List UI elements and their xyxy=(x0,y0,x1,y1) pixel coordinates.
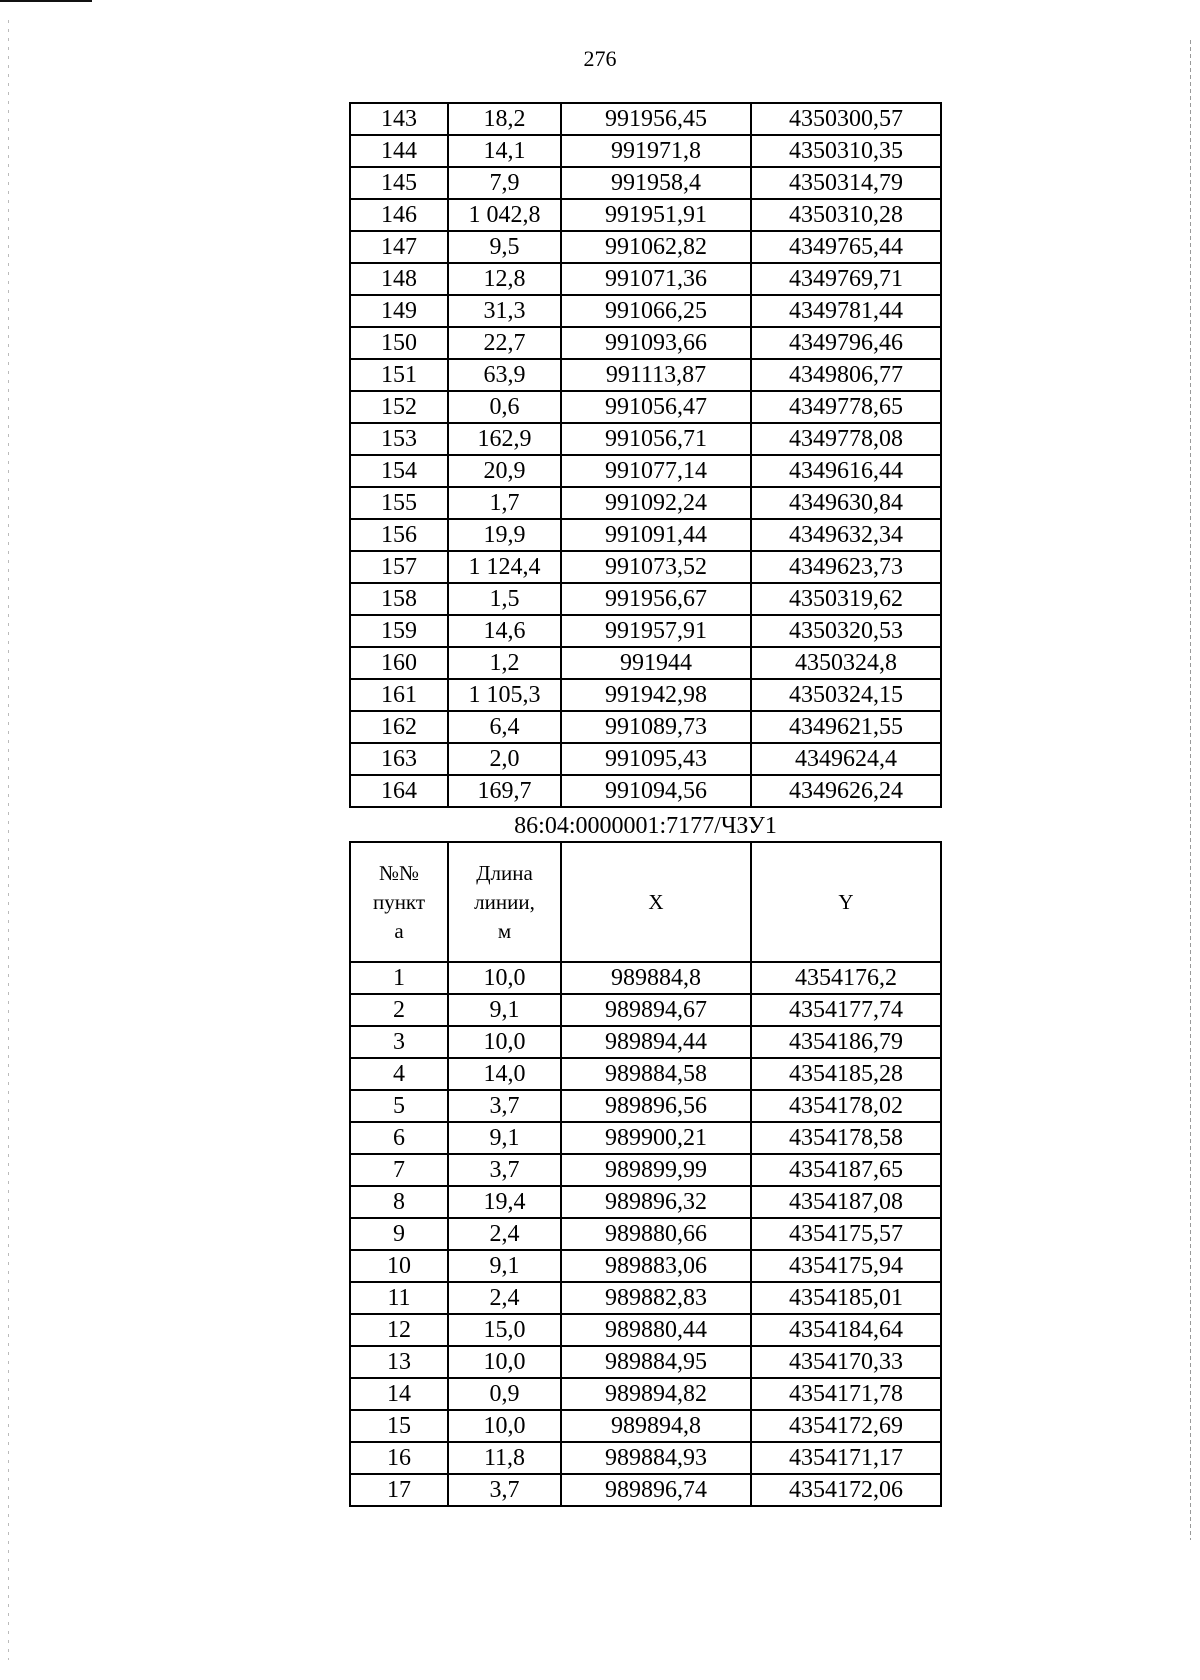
cell-x: 991956,45 xyxy=(561,103,751,135)
cell-point-number: 3 xyxy=(350,1026,448,1058)
cell-point-number: 5 xyxy=(350,1090,448,1122)
cell-line-length: 14,1 xyxy=(448,135,561,167)
cell-point-number: 157 xyxy=(350,551,448,583)
cell-y: 4350324,8 xyxy=(751,647,941,679)
cell-line-length: 14,0 xyxy=(448,1058,561,1090)
cell-y: 4349624,4 xyxy=(751,743,941,775)
cell-x: 989896,32 xyxy=(561,1186,751,1218)
cell-y: 4354177,74 xyxy=(751,994,941,1026)
cell-point-number: 2 xyxy=(350,994,448,1026)
cell-line-length: 19,9 xyxy=(448,519,561,551)
cell-line-length: 15,0 xyxy=(448,1314,561,1346)
cell-y: 4349765,44 xyxy=(751,231,941,263)
cell-line-length: 162,9 xyxy=(448,423,561,455)
table-row xyxy=(350,615,941,647)
header-x: X xyxy=(561,842,751,962)
cell-x: 989884,8 xyxy=(561,962,751,994)
table-row xyxy=(350,423,941,455)
cell-line-length: 19,4 xyxy=(448,1186,561,1218)
cell-x: 991066,25 xyxy=(561,295,751,327)
cell-x: 989894,44 xyxy=(561,1026,751,1058)
cell-line-length: 6,4 xyxy=(448,711,561,743)
cell-y: 4354172,69 xyxy=(751,1410,941,1442)
table-row xyxy=(350,775,941,807)
cell-y: 4350314,79 xyxy=(751,167,941,199)
header-y: Y xyxy=(751,842,941,962)
table-row xyxy=(350,962,941,994)
cell-x: 989896,56 xyxy=(561,1090,751,1122)
cell-y: 4354187,08 xyxy=(751,1186,941,1218)
cell-line-length: 10,0 xyxy=(448,1410,561,1442)
header-length-line2: линии, xyxy=(474,889,535,914)
cell-y: 4350319,62 xyxy=(751,583,941,615)
header-line-length xyxy=(448,842,561,962)
section-title: 86:04:0000001:7177/ЧЗУ1 xyxy=(514,813,777,839)
coordinates-table xyxy=(349,841,942,1507)
table-row xyxy=(350,743,941,775)
cell-point-number: 162 xyxy=(350,711,448,743)
cell-y: 4354172,06 xyxy=(751,1474,941,1506)
cell-line-length: 9,1 xyxy=(448,994,561,1026)
cell-point-number: 150 xyxy=(350,327,448,359)
table-row xyxy=(350,199,941,231)
table-row xyxy=(350,1474,941,1506)
cell-y: 4350300,57 xyxy=(751,103,941,135)
cell-line-length: 169,7 xyxy=(448,775,561,807)
cell-y: 4349796,46 xyxy=(751,327,941,359)
table-row xyxy=(350,1218,941,1250)
cell-x: 991956,67 xyxy=(561,583,751,615)
cell-point-number: 146 xyxy=(350,199,448,231)
cell-x: 991071,36 xyxy=(561,263,751,295)
cell-line-length: 3,7 xyxy=(448,1090,561,1122)
cell-point-number: 145 xyxy=(350,167,448,199)
table-row xyxy=(350,167,941,199)
cell-y: 4350310,28 xyxy=(751,199,941,231)
cell-x: 989880,44 xyxy=(561,1314,751,1346)
cell-x: 991095,43 xyxy=(561,743,751,775)
cell-y: 4354187,65 xyxy=(751,1154,941,1186)
cell-x: 991113,87 xyxy=(561,359,751,391)
cell-x: 989880,66 xyxy=(561,1218,751,1250)
cell-x: 991094,56 xyxy=(561,775,751,807)
cell-line-length: 1,2 xyxy=(448,647,561,679)
cell-point-number: 10 xyxy=(350,1250,448,1282)
header-point-line3: а xyxy=(394,918,404,943)
cell-line-length: 9,1 xyxy=(448,1250,561,1282)
cell-point-number: 13 xyxy=(350,1346,448,1378)
cell-point-number: 14 xyxy=(350,1378,448,1410)
table-row xyxy=(350,1122,941,1154)
table-row xyxy=(350,551,941,583)
cell-y: 4354178,58 xyxy=(751,1122,941,1154)
header-point-line2: пункт xyxy=(372,889,426,914)
cell-y: 4354171,17 xyxy=(751,1442,941,1474)
cell-point-number: 163 xyxy=(350,743,448,775)
table-row xyxy=(350,994,941,1026)
cell-x: 991056,71 xyxy=(561,423,751,455)
cell-line-length: 20,9 xyxy=(448,455,561,487)
cell-y: 4354178,02 xyxy=(751,1090,941,1122)
coordinates-table-continued xyxy=(349,102,942,808)
cell-point-number: 1 xyxy=(350,962,448,994)
table-row xyxy=(350,1250,941,1282)
cell-point-number: 8 xyxy=(350,1186,448,1218)
table-row xyxy=(350,583,941,615)
cell-point-number: 4 xyxy=(350,1058,448,1090)
cell-point-number: 143 xyxy=(350,103,448,135)
cell-line-length: 2,4 xyxy=(448,1282,561,1314)
cell-point-number: 160 xyxy=(350,647,448,679)
cell-line-length: 7,9 xyxy=(448,167,561,199)
cell-x: 991091,44 xyxy=(561,519,751,551)
table-row xyxy=(350,295,941,327)
cell-y: 4349626,24 xyxy=(751,775,941,807)
table-row xyxy=(350,1282,941,1314)
table-row xyxy=(350,391,941,423)
cell-line-length: 3,7 xyxy=(448,1474,561,1506)
cell-y: 4354171,78 xyxy=(751,1378,941,1410)
cell-point-number: 6 xyxy=(350,1122,448,1154)
cell-x: 991957,91 xyxy=(561,615,751,647)
table-row xyxy=(350,1026,941,1058)
cell-line-length: 1,5 xyxy=(448,583,561,615)
cell-point-number: 153 xyxy=(350,423,448,455)
page-corner-mark xyxy=(0,0,92,2)
cell-point-number: 155 xyxy=(350,487,448,519)
cell-x: 991951,91 xyxy=(561,199,751,231)
table-row xyxy=(350,1186,941,1218)
cell-line-length: 10,0 xyxy=(448,962,561,994)
header-point-number xyxy=(350,842,448,962)
table-row xyxy=(350,1058,941,1090)
cell-line-length: 10,0 xyxy=(448,1346,561,1378)
cell-point-number: 12 xyxy=(350,1314,448,1346)
table-header-row xyxy=(350,842,941,962)
cell-y: 4354175,94 xyxy=(751,1250,941,1282)
cell-y: 4349778,08 xyxy=(751,423,941,455)
cell-x: 991077,14 xyxy=(561,455,751,487)
table-row xyxy=(350,455,941,487)
cell-line-length: 11,8 xyxy=(448,1442,561,1474)
cell-x: 989894,82 xyxy=(561,1378,751,1410)
table-row xyxy=(350,711,941,743)
cell-line-length: 1 042,8 xyxy=(448,199,561,231)
cell-x: 991093,66 xyxy=(561,327,751,359)
cell-x: 989884,95 xyxy=(561,1346,751,1378)
header-length-line3: м xyxy=(497,918,512,943)
table-row xyxy=(350,519,941,551)
cell-y: 4349616,44 xyxy=(751,455,941,487)
cell-x: 989900,21 xyxy=(561,1122,751,1154)
cell-x: 991971,8 xyxy=(561,135,751,167)
cell-x: 991958,4 xyxy=(561,167,751,199)
cell-line-length: 14,6 xyxy=(448,615,561,647)
cell-line-length: 22,7 xyxy=(448,327,561,359)
coordinates-table-body xyxy=(350,962,941,1506)
cell-x: 989882,83 xyxy=(561,1282,751,1314)
cell-x: 989883,06 xyxy=(561,1250,751,1282)
cell-x: 991942,98 xyxy=(561,679,751,711)
cell-y: 4349769,71 xyxy=(751,263,941,295)
cell-x: 989884,58 xyxy=(561,1058,751,1090)
cell-y: 4349630,84 xyxy=(751,487,941,519)
cell-y: 4349623,73 xyxy=(751,551,941,583)
cell-point-number: 158 xyxy=(350,583,448,615)
cell-line-length: 9,1 xyxy=(448,1122,561,1154)
cell-point-number: 156 xyxy=(350,519,448,551)
table-row xyxy=(350,1442,941,1474)
cell-x: 989884,93 xyxy=(561,1442,751,1474)
cell-x: 989896,74 xyxy=(561,1474,751,1506)
cell-point-number: 11 xyxy=(350,1282,448,1314)
cell-line-length: 9,5 xyxy=(448,231,561,263)
cell-y: 4354185,28 xyxy=(751,1058,941,1090)
cell-y: 4349806,77 xyxy=(751,359,941,391)
table-row xyxy=(350,1410,941,1442)
coordinates-table-continued-body xyxy=(350,103,941,807)
cell-x: 989894,8 xyxy=(561,1410,751,1442)
table-row xyxy=(350,1090,941,1122)
cell-x: 991073,52 xyxy=(561,551,751,583)
cell-line-length: 0,6 xyxy=(448,391,561,423)
cell-line-length: 2,0 xyxy=(448,743,561,775)
table-row xyxy=(350,135,941,167)
cell-y: 4354184,64 xyxy=(751,1314,941,1346)
cell-line-length: 2,4 xyxy=(448,1218,561,1250)
cell-line-length: 3,7 xyxy=(448,1154,561,1186)
table-row xyxy=(350,1314,941,1346)
scan-edge-left xyxy=(8,20,9,1660)
cell-line-length: 31,3 xyxy=(448,295,561,327)
cell-point-number: 7 xyxy=(350,1154,448,1186)
cell-y: 4349632,34 xyxy=(751,519,941,551)
table-row xyxy=(350,231,941,263)
cell-line-length: 1 124,4 xyxy=(448,551,561,583)
cell-point-number: 16 xyxy=(350,1442,448,1474)
table-row xyxy=(350,1378,941,1410)
cell-y: 4354186,79 xyxy=(751,1026,941,1058)
cell-y: 4350310,35 xyxy=(751,135,941,167)
table-row xyxy=(350,327,941,359)
cell-x: 991089,73 xyxy=(561,711,751,743)
cell-y: 4349781,44 xyxy=(751,295,941,327)
table-row xyxy=(350,647,941,679)
cell-y: 4350320,53 xyxy=(751,615,941,647)
cell-point-number: 164 xyxy=(350,775,448,807)
table-row xyxy=(350,1154,941,1186)
header-length-line1: Длина xyxy=(476,860,533,885)
scan-edge-right xyxy=(1190,40,1191,1540)
cell-line-length: 1,7 xyxy=(448,487,561,519)
cell-line-length: 1 105,3 xyxy=(448,679,561,711)
table-row xyxy=(350,359,941,391)
cell-x: 991944 xyxy=(561,647,751,679)
cell-x: 991092,24 xyxy=(561,487,751,519)
cell-y: 4350324,15 xyxy=(751,679,941,711)
cell-point-number: 9 xyxy=(350,1218,448,1250)
cell-line-length: 12,8 xyxy=(448,263,561,295)
cell-x: 989894,67 xyxy=(561,994,751,1026)
cell-point-number: 15 xyxy=(350,1410,448,1442)
cell-point-number: 149 xyxy=(350,295,448,327)
cell-point-number: 17 xyxy=(350,1474,448,1506)
cell-y: 4354175,57 xyxy=(751,1218,941,1250)
cell-point-number: 148 xyxy=(350,263,448,295)
cell-point-number: 159 xyxy=(350,615,448,647)
cell-point-number: 144 xyxy=(350,135,448,167)
cell-line-length: 10,0 xyxy=(448,1026,561,1058)
table-row xyxy=(350,1346,941,1378)
cell-y: 4354176,2 xyxy=(751,962,941,994)
cell-x: 991062,82 xyxy=(561,231,751,263)
header-point-line1: №№ xyxy=(378,860,420,885)
cell-y: 4354170,33 xyxy=(751,1346,941,1378)
cell-y: 4349778,65 xyxy=(751,391,941,423)
cell-line-length: 0,9 xyxy=(448,1378,561,1410)
cell-x: 989899,99 xyxy=(561,1154,751,1186)
table-row xyxy=(350,103,941,135)
cell-point-number: 154 xyxy=(350,455,448,487)
cell-point-number: 147 xyxy=(350,231,448,263)
cell-y: 4354185,01 xyxy=(751,1282,941,1314)
cell-point-number: 161 xyxy=(350,679,448,711)
cell-line-length: 63,9 xyxy=(448,359,561,391)
cell-point-number: 152 xyxy=(350,391,448,423)
page-number: 276 xyxy=(583,46,617,71)
cell-x: 991056,47 xyxy=(561,391,751,423)
cell-line-length: 18,2 xyxy=(448,103,561,135)
table-row xyxy=(350,679,941,711)
cell-y: 4349621,55 xyxy=(751,711,941,743)
table-row xyxy=(350,263,941,295)
cell-point-number: 151 xyxy=(350,359,448,391)
table-row xyxy=(350,487,941,519)
